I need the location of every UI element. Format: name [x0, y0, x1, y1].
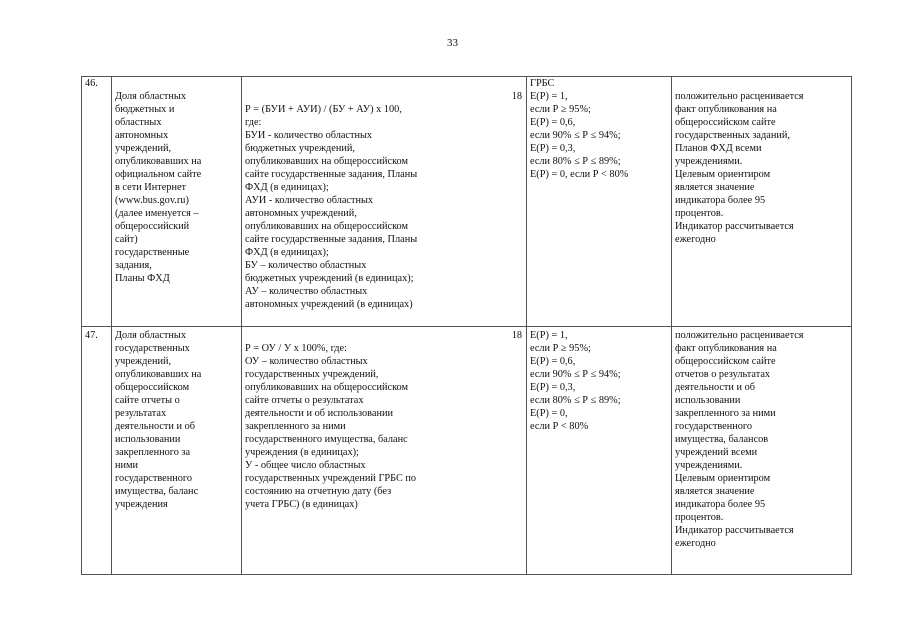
row-number: 47. [82, 327, 112, 575]
indicator-name: Доля областных государственных учреждений, опубликовавших на общероссийском сайте отчеты о результатах деятельности и об использовании закрепленного за ними государственного имущества, баланс учреждения [112, 327, 242, 575]
indicator-name: Доля областных бюджетных и областных автономных учреждений, опубликовавших на официальном сайте в сети Интернет (www.bus.gov.ru) (далее именуется – общероссийский сайт) государственные задания, Планы ФХД [112, 77, 242, 327]
formula-text: Р = (БУИ + АУИ) / (БУ + АУ) х 100, где: БУИ - количество областных бюджетных учреждений, опубликовавших на общероссийском сайте государственные задания, Планы ФХД (в единицах); АУИ - количество областных автономных учреждений, опубликовавших на общероссийском сайте государственные задания, Планы ФХД (в единицах); БУ – количество областных бюджетных учреждений (в единицах); АУ – количество областных автономных учреждений (в единицах) [245, 104, 418, 310]
row-number: 46. [82, 77, 112, 327]
table-row [82, 327, 852, 575]
indicator-note: положительно расценивается факт опубликования на общероссийском сайте государственных заданий, Планов ФХД всеми учреждениями. Целевым ориентиром является значение индикатора более 95 процентов. Индикатор рассчитывается ежегодно [672, 77, 852, 327]
indicator-note: положительно расценивается факт опубликования на общероссийском сайте отчетов о результатах деятельности и об использовании закрепленного за ними государственного имущества, балансов учреждений всеми учреждениями. Целевым ориентиром является значение индикатора более 95 процентов. Индикатор рассчитывается ежегодно [672, 327, 852, 575]
formula-cell [242, 327, 527, 575]
formula-text: Р = ОУ / У х 100%, где: ОУ – количество областных государственных учреждений, опубликовавших на общероссийском сайте отчеты о результатах деятельности и об использовании закрепленного за ними государственного имущества, баланс учреждения (в единицах); У - общее число областных государственных учреждений ГРБС по состоянию на отчетную дату (без учета ГРБС) (в единицах) [245, 343, 417, 510]
page-number: 33 [447, 37, 458, 49]
grading-scale: Е(Р) = 1, если Р ≥ 95%; Е(Р) = 0,6, если 90% ≤ Р ≤ 94%; Е(Р) = 0,3, если 80% ≤ Р ≤ 89%; Е(Р) = 0, если Р < 80% [527, 327, 672, 575]
formula-cell [242, 77, 527, 327]
grading-scale: ГРБС Е(Р) = 1, если Р ≥ 95%; Е(Р) = 0,6, если 90% ≤ Р ≤ 94%; Е(Р) = 0,3, если 80% ≤ Р ≤ 89%; Е(Р) = 0, если Р < 80% [527, 77, 672, 327]
table-row [82, 77, 852, 327]
indicators-table [81, 76, 852, 575]
max-score: 18 [511, 91, 522, 102]
max-score: 18 [511, 330, 522, 341]
